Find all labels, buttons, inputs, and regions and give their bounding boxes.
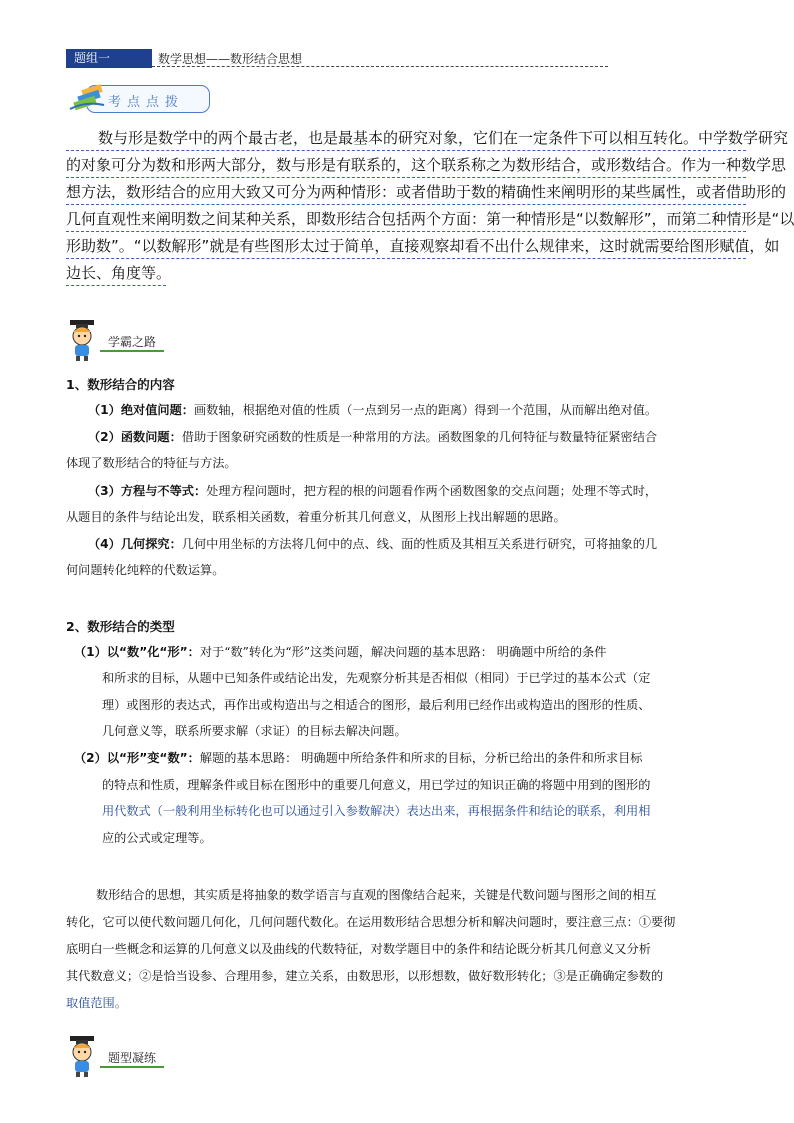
- xueba-underline: [100, 350, 164, 352]
- intro-underline: [66, 177, 746, 178]
- summary-line: 数形结合的思想，其实质是将抽象的数学语言与直观的图像结合起来，关键是代数问题与图形之间的相互: [96, 888, 657, 902]
- item-text: 几何中用坐标的方法将几何中的点、线、面的性质及其相互关系进行研究，可将抽象的几: [181, 537, 658, 551]
- intro-line: 的对象可分为数和形两大部分，数与形是有联系的，这个联系称之为数形结合，或形数结合。作为一种数学思: [66, 156, 787, 174]
- scholar-mascot-icon: [64, 1034, 106, 1078]
- item-text: 应的公式或定理等。: [102, 831, 212, 845]
- item-title: （1）绝对值问题：: [88, 403, 194, 417]
- content-item-absolute: [88, 401, 657, 418]
- item-text: 何问题转化纯粹的代数运算。: [66, 563, 225, 577]
- scholar-mascot-icon: [64, 318, 106, 362]
- book-icon: [68, 83, 108, 113]
- xueba-label: 学霸之路: [108, 335, 157, 349]
- intro-underline: [66, 150, 746, 151]
- summary-line: 底明白一些概念和运算的几何意义以及曲线的代数特征，对数学题目中的条件和结论既分析其几何意义又分析: [66, 942, 651, 956]
- type-item-shape-to-num: [74, 749, 642, 766]
- section2-heading: 2、数形结合的类型: [66, 619, 175, 634]
- summary-line: 取值范围。: [66, 996, 127, 1010]
- item-title: （1）以“数”化“形”：: [74, 645, 200, 659]
- tixing-underline: [100, 1066, 164, 1068]
- content-item-equation: [88, 482, 657, 499]
- page-title: 数学思想——数形结合思想: [158, 52, 303, 66]
- item-text: 借助于图象研究函数的性质是一种常用的方法。函数图象的几何特征与数量特征紧密结合: [181, 430, 658, 444]
- intro-line: 几何直观性来阐明数之间某种关系，即数形结合包括两个方面：第一种情形是“以数解形”，而第二种情形是“以: [66, 210, 794, 228]
- summary-line: 其代数意义；②是恰当设参、合理用参，建立关系，由数思形，以形想数，做好数形转化；③是正确确定参数的: [66, 969, 664, 983]
- summary-line: 转化，它可以使代数问题几何化，几何问题代数化。在运用数形结合思想分析和解决问题时，要注意三点：①要彻: [66, 915, 676, 929]
- intro-line: 形助数”。“以数解形”就是有些图形太过于简单，直接观察却看不出什么规律来，这时就需要给图形赋值，如: [66, 237, 780, 255]
- kaodian-label: 考点点拨: [108, 95, 185, 110]
- item-title: （2）函数问题：: [88, 430, 182, 444]
- item-text: 和所求的目标，从题中已知条件或结论出发，先观察分析其是否相似（相同）于已学过的基本公式（定: [102, 671, 651, 685]
- header-divider: [152, 66, 608, 67]
- item-title: （4）几何探究：: [88, 537, 182, 551]
- item-text: 对于“数”转化为“形”这类问题，解决问题的基本思路： 明确题中所给的条件: [199, 645, 607, 659]
- item-text: 的特点和性质，理解条件或目标在图形中的重要几何意义，用已学过的知识正确的将题中用到的图形的: [102, 778, 651, 792]
- item-title: （3）方程与不等式：: [88, 484, 207, 498]
- intro-paragraph: [66, 126, 794, 286]
- item-text: 处理方程问题时，把方程的根的问题看作两个函数图象的交点问题；处理不等式时，: [206, 484, 658, 498]
- item-text: 理）或图形的表达式，再作出或构造出与之相适合的图形，最后利用已经作出或构造出的图形的性质、: [102, 698, 651, 712]
- type-item-num-to-shape: [74, 643, 606, 660]
- intro-underline: [66, 204, 746, 205]
- intro-line: 数与形是数学中的两个最古老，也是最基本的研究对象，它们在一定条件下可以相互转化。中学数学研究: [98, 129, 789, 147]
- intro-underline: [66, 231, 746, 232]
- intro-line: 边长、角度等。: [66, 264, 172, 282]
- intro-underline: [66, 285, 166, 286]
- intro-underline: [66, 258, 746, 259]
- item-text: 几何意义等，联系所要求解（求证）的目标去解决问题。: [102, 724, 407, 738]
- content-item-function: [88, 428, 657, 445]
- item-text: 解题的基本思路： 明确题中所给条件和所求的目标，分析已给出的条件和所求目标: [199, 751, 643, 765]
- intro-line: 想方法，数形结合的应用大致又可分为两种情形：或者借助于数的精确性来阐明形的某些属性，或者借助形的: [66, 183, 787, 201]
- item-text: 从题目的条件与结论出发，联系相关函数，着重分析其几何意义，从图形上找出解题的思路。: [66, 510, 566, 524]
- item-text: 体现了数形结合的特征与方法。: [66, 456, 237, 470]
- section1-heading: 1、数形结合的内容: [66, 377, 175, 392]
- content-item-geometry: [88, 535, 657, 552]
- item-title: （2）以“形”变“数”：: [74, 751, 200, 765]
- item-text: 用代数式（一般利用坐标转化也可以通过引入参数解决）表达出来，再根据条件和结论的联系，利用相: [102, 804, 651, 818]
- item-text: 画数轴，根据绝对值的性质（一点到另一点的距离）得到一个范围，从而解出绝对值。: [193, 403, 658, 417]
- group-tag: 题组一: [66, 49, 152, 68]
- tixing-label: 题型凝练: [108, 1051, 157, 1065]
